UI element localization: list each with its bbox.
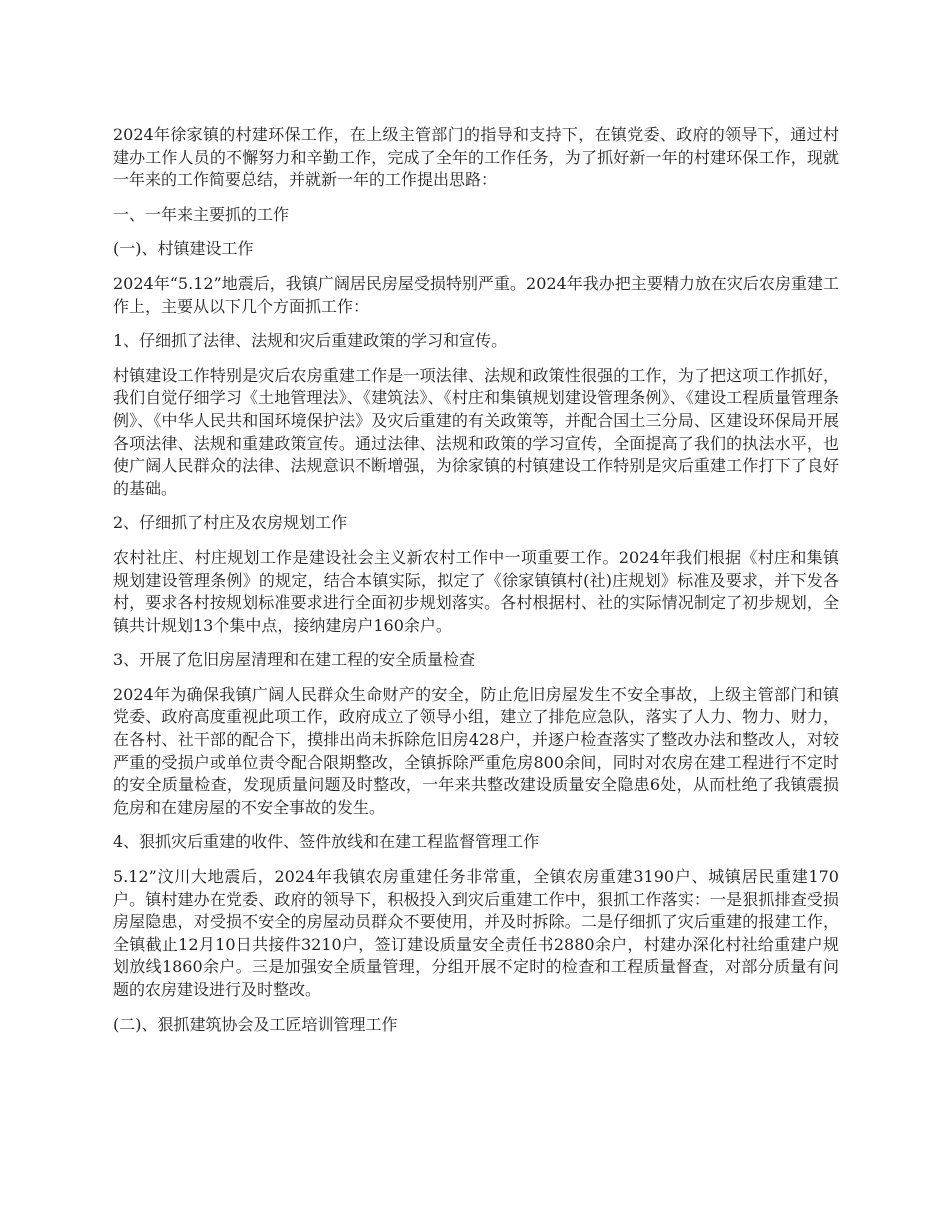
body-paragraph: 2024年为确保我镇广阔人民群众生命财产的安全，防止危旧房屋发生不安全事故，上级主管部门和镇党委、政府高度重视此项工作，政府成立了领导小组，建立了排危应急队，落实了人力、物力、财力，在各村、社干部的配合下，摸排出尚未拆除危旧房428户，并逐户检查落实了整改办法和整改人，对较严重的受损户或单位责令配合限期整改，全镇拆除严重危房800余间，同时对农房在建工程进行不定时的安全质量检查，发现质量问题及时整改，一年来共整改建设质量安全隐患6处，从而杜绝了我镇震损危房和在建房屋的不安全事故的发生。 [113,684,839,817]
item-heading-2: 2、仔细抓了村庄及农房规划工作 [113,513,348,533]
section-heading-1: 一、一年来主要抓的工作 [113,204,290,224]
document-body [113,124,839,1048]
body-paragraph: 农村社庄、村庄规划工作是建设社会主义新农村工作中一项重要工作。2024年我们根据《村庄和集镇规划建设管理条例》的规定，结合本镇实际，拟定了《徐家镇镇村(社)庄规划》标准及要求，并下发各村，要求各村按规划标准要求进行全面初步规划落实。各村根据村、社的实际情况制定了初步规划，全镇共计规划13个集中点，接纳建房户160余户。 [113,547,839,635]
body-paragraph: 村镇建设工作特别是灾后农房重建工作是一项法律、法规和政策性很强的工作，为了把这项工作抓好，我们自觉仔细学习《土地管理法》、《建筑法》、《村庄和集镇规划建设管理条例》、《建设工程质量管理条例》、《中华人民共和国环境保护法》及灾后重建的有关政策等，并配合国土三分局、区建设环保局开展各项法律、法规和重建政策宣传。通过法律、法规和政策的学习宣传，全面提高了我们的执法水平，也使广阔人民群众的法律、法规意识不断增强，为徐家镇的村镇建设工作特别是灾后重建工作打下了良好的基础。 [113,365,839,498]
subsection-heading-1: (一)、村镇建设工作 [113,239,254,259]
item-heading-1: 1、仔细抓了法律、法规和灾后重建政策的学习和宣传。 [113,331,508,351]
item-heading-4: 4、狠抓灾后重建的收件、签件放线和在建工程监督管理工作 [113,832,540,852]
subsection-heading-2: (二)、狠抓建筑协会及工匠培训管理工作 [113,1014,398,1034]
item-heading-3: 3、开展了危旧房屋清理和在建工程的安全质量检查 [113,650,476,670]
body-paragraph: 2024年“5.12”地震后，我镇广阔居民房屋受损特别严重。2024年我办把主要精力放在灾后农房重建工作上，主要从以下几个方面抓工作： [113,273,839,316]
body-paragraph: 5.12”汶川大地震后，2024年我镇农房重建任务非常重，全镇农房重建3190户、城镇居民重建170户。镇村建办在党委、政府的领导下，积极投入到灾后重建工作中，狠抓工作落实：一是狠抓排查受损房屋隐患，对受损不安全的房屋动员群众不要使用，并及时拆除。二是仔细抓了灾后重建的报建工作，全镇截止12月10日共接件3210户，签订建设质量安全责任书2880余户，村建办深化村社给重建户规划放线1860余户。三是加强安全质量管理，分组开展不定时的检查和工程质量督查，对部分质量有问题的农房建设进行及时整改。 [113,867,839,999]
intro-paragraph: 2024年徐家镇的村建环保工作，在上级主管部门的指导和支持下，在镇党委、政府的领导下，通过村建办工作人员的不懈努力和辛勤工作，完成了全年的工作任务，为了抓好新一年的村建环保工作，现就一年来的工作简要总结，并就新一年的工作提出思路： [113,125,839,190]
